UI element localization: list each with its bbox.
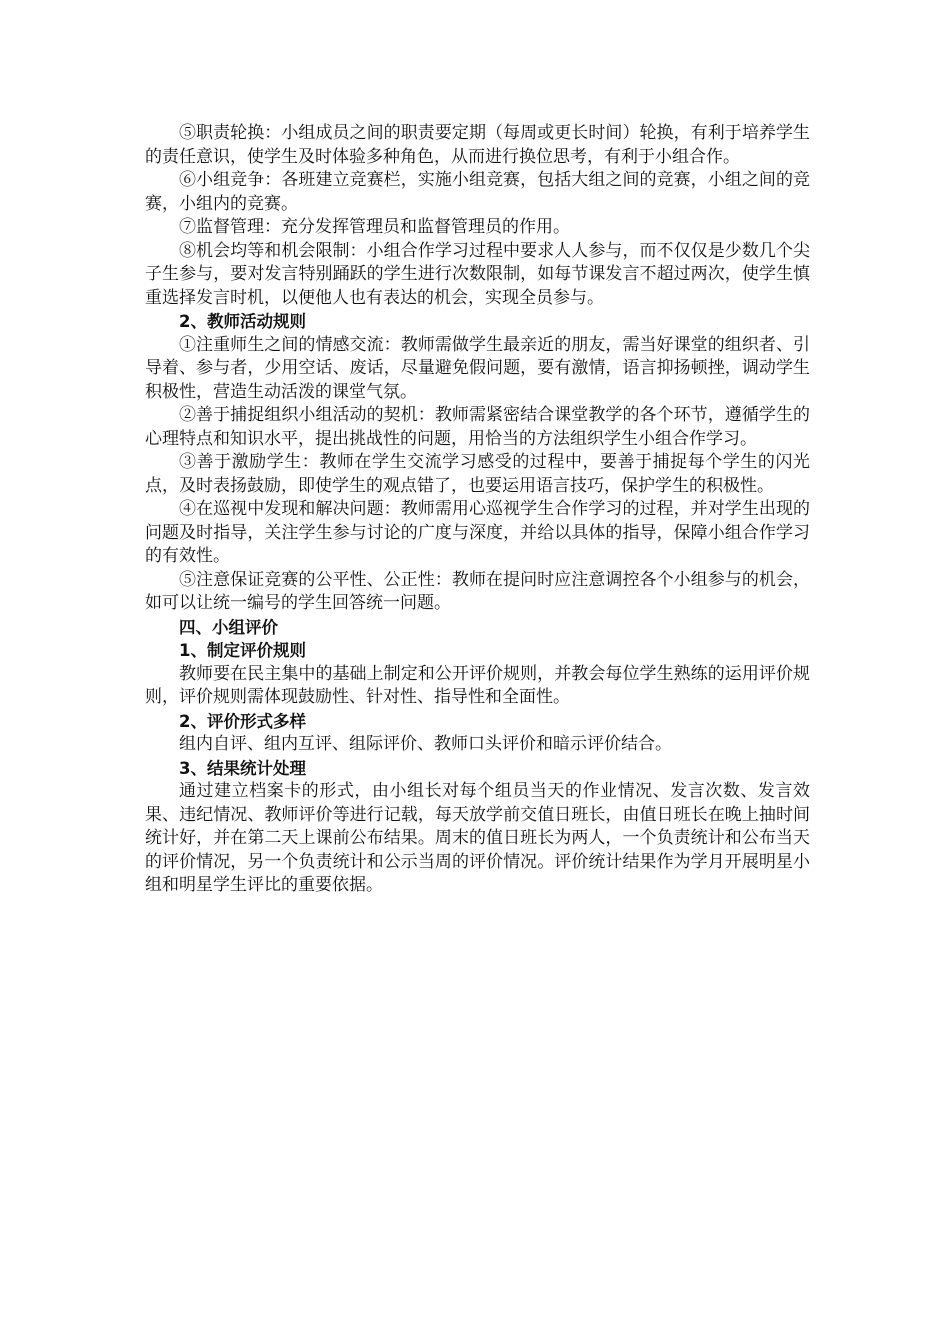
paragraph-motivate-students: ③善于激励学生：教师在学生交流学习感受的过程中，要善于捕捉每个学生的闪光点，及时表扬鼓励，即使学生的观点错了，也要运用语言技巧，保护学生的积极性。: [145, 452, 810, 496]
heading-group-evaluation: 四、小组评价: [179, 617, 278, 637]
paragraph-emotional-exchange: ①注重师生之间的情感交流：教师需做学生最亲近的朋友，需当好课堂的组织者、引导着、参与者，少用空话、废话，尽量避免假问题，要有激情，语言抑扬顿挫，调动学生积极性，营造生动活泼的课堂气氛。: [145, 334, 810, 402]
paragraph-fair-competition: ⑤注意保证竞赛的公平性、公正性：教师在提问时应注意调控各个小组参与的机会，如可以让统一编号的学生回答统一问题。: [145, 569, 810, 613]
paragraph-patrol-solve: ④在巡视中发现和解决问题：教师需用心巡视学生合作学习的过程，并对学生出现的问题及时指导，关注学生参与讨论的广度与深度，并给以具体的指导，保障小组合作学习的有效性。: [145, 499, 810, 566]
paragraph-supervision: ⑦监督管理：充分发挥管理员和监督管理员的作用。: [179, 217, 570, 237]
heading-teacher-rules: 2、教师活动规则: [179, 312, 306, 331]
document-body: [145, 122, 810, 898]
paragraph-evaluation-forms: 组内自评、组内互评、组际评价、教师口头评价和暗示评价结合。: [179, 734, 672, 754]
paragraph-equal-opportunity: ⑧机会均等和机会限制：小组合作学习过程中要求人人参与，而不仅仅是少数几个尖子生参与，要对发言特别踊跃的学生进行次数限制，如每节课发言不超过两次，使学生慎重选择发言时机，以便他人也有表达的机会，实现全员参与。: [145, 240, 810, 308]
heading-result-statistics: 3、结果统计处理: [179, 758, 306, 778]
paragraph-role-rotation: ⑤职责轮换：小组成员之间的职责要定期（每周或更长时间）轮换，有利于培养学生的责任意识，使学生及时体验多种角色，从而进行换位思考，有利于小组合作。: [145, 123, 810, 167]
paragraph-evaluation-rules: 教师要在民主集中的基础上制定和公开评价规则，并教会每位学生熟练的运用评价规则，评价规则需体现鼓励性、针对性、指导性和全面性。: [145, 663, 810, 707]
heading-evaluation-rules: 1、制定评价规则: [179, 641, 306, 660]
heading-evaluation-forms: 2、评价形式多样: [179, 711, 306, 731]
paragraph-group-competition: ⑥小组竞争：各班建立竞赛栏，实施小组竞赛，包括大组之间的竞赛，小组之间的竞赛，小组内的竞赛。: [145, 170, 810, 214]
paragraph-seize-opportunity: ②善于捕捉组织小组活动的契机：教师需紧密结合课堂教学的各个环节，遵循学生的心理特点和知识水平，提出挑战性的问题，用恰当的方法组织学生小组合作学习。: [145, 405, 810, 449]
paragraph-result-statistics: 通过建立档案卡的形式，由小组长对每个组员当天的作业情况、发言次数、发言效果、违纪情况、教师评价等进行记载，每天放学前交值日班长，由值日班长在晚上抽时间统计好，并在第二天上课前公布结果。周末的值日班长为两人，一个负责统计和公布当天的评价情况，另一个负责统计和公示当周的评价情况。评价统计结果作为学月开展明星小组和明星学生评比的重要依据。: [145, 781, 810, 895]
